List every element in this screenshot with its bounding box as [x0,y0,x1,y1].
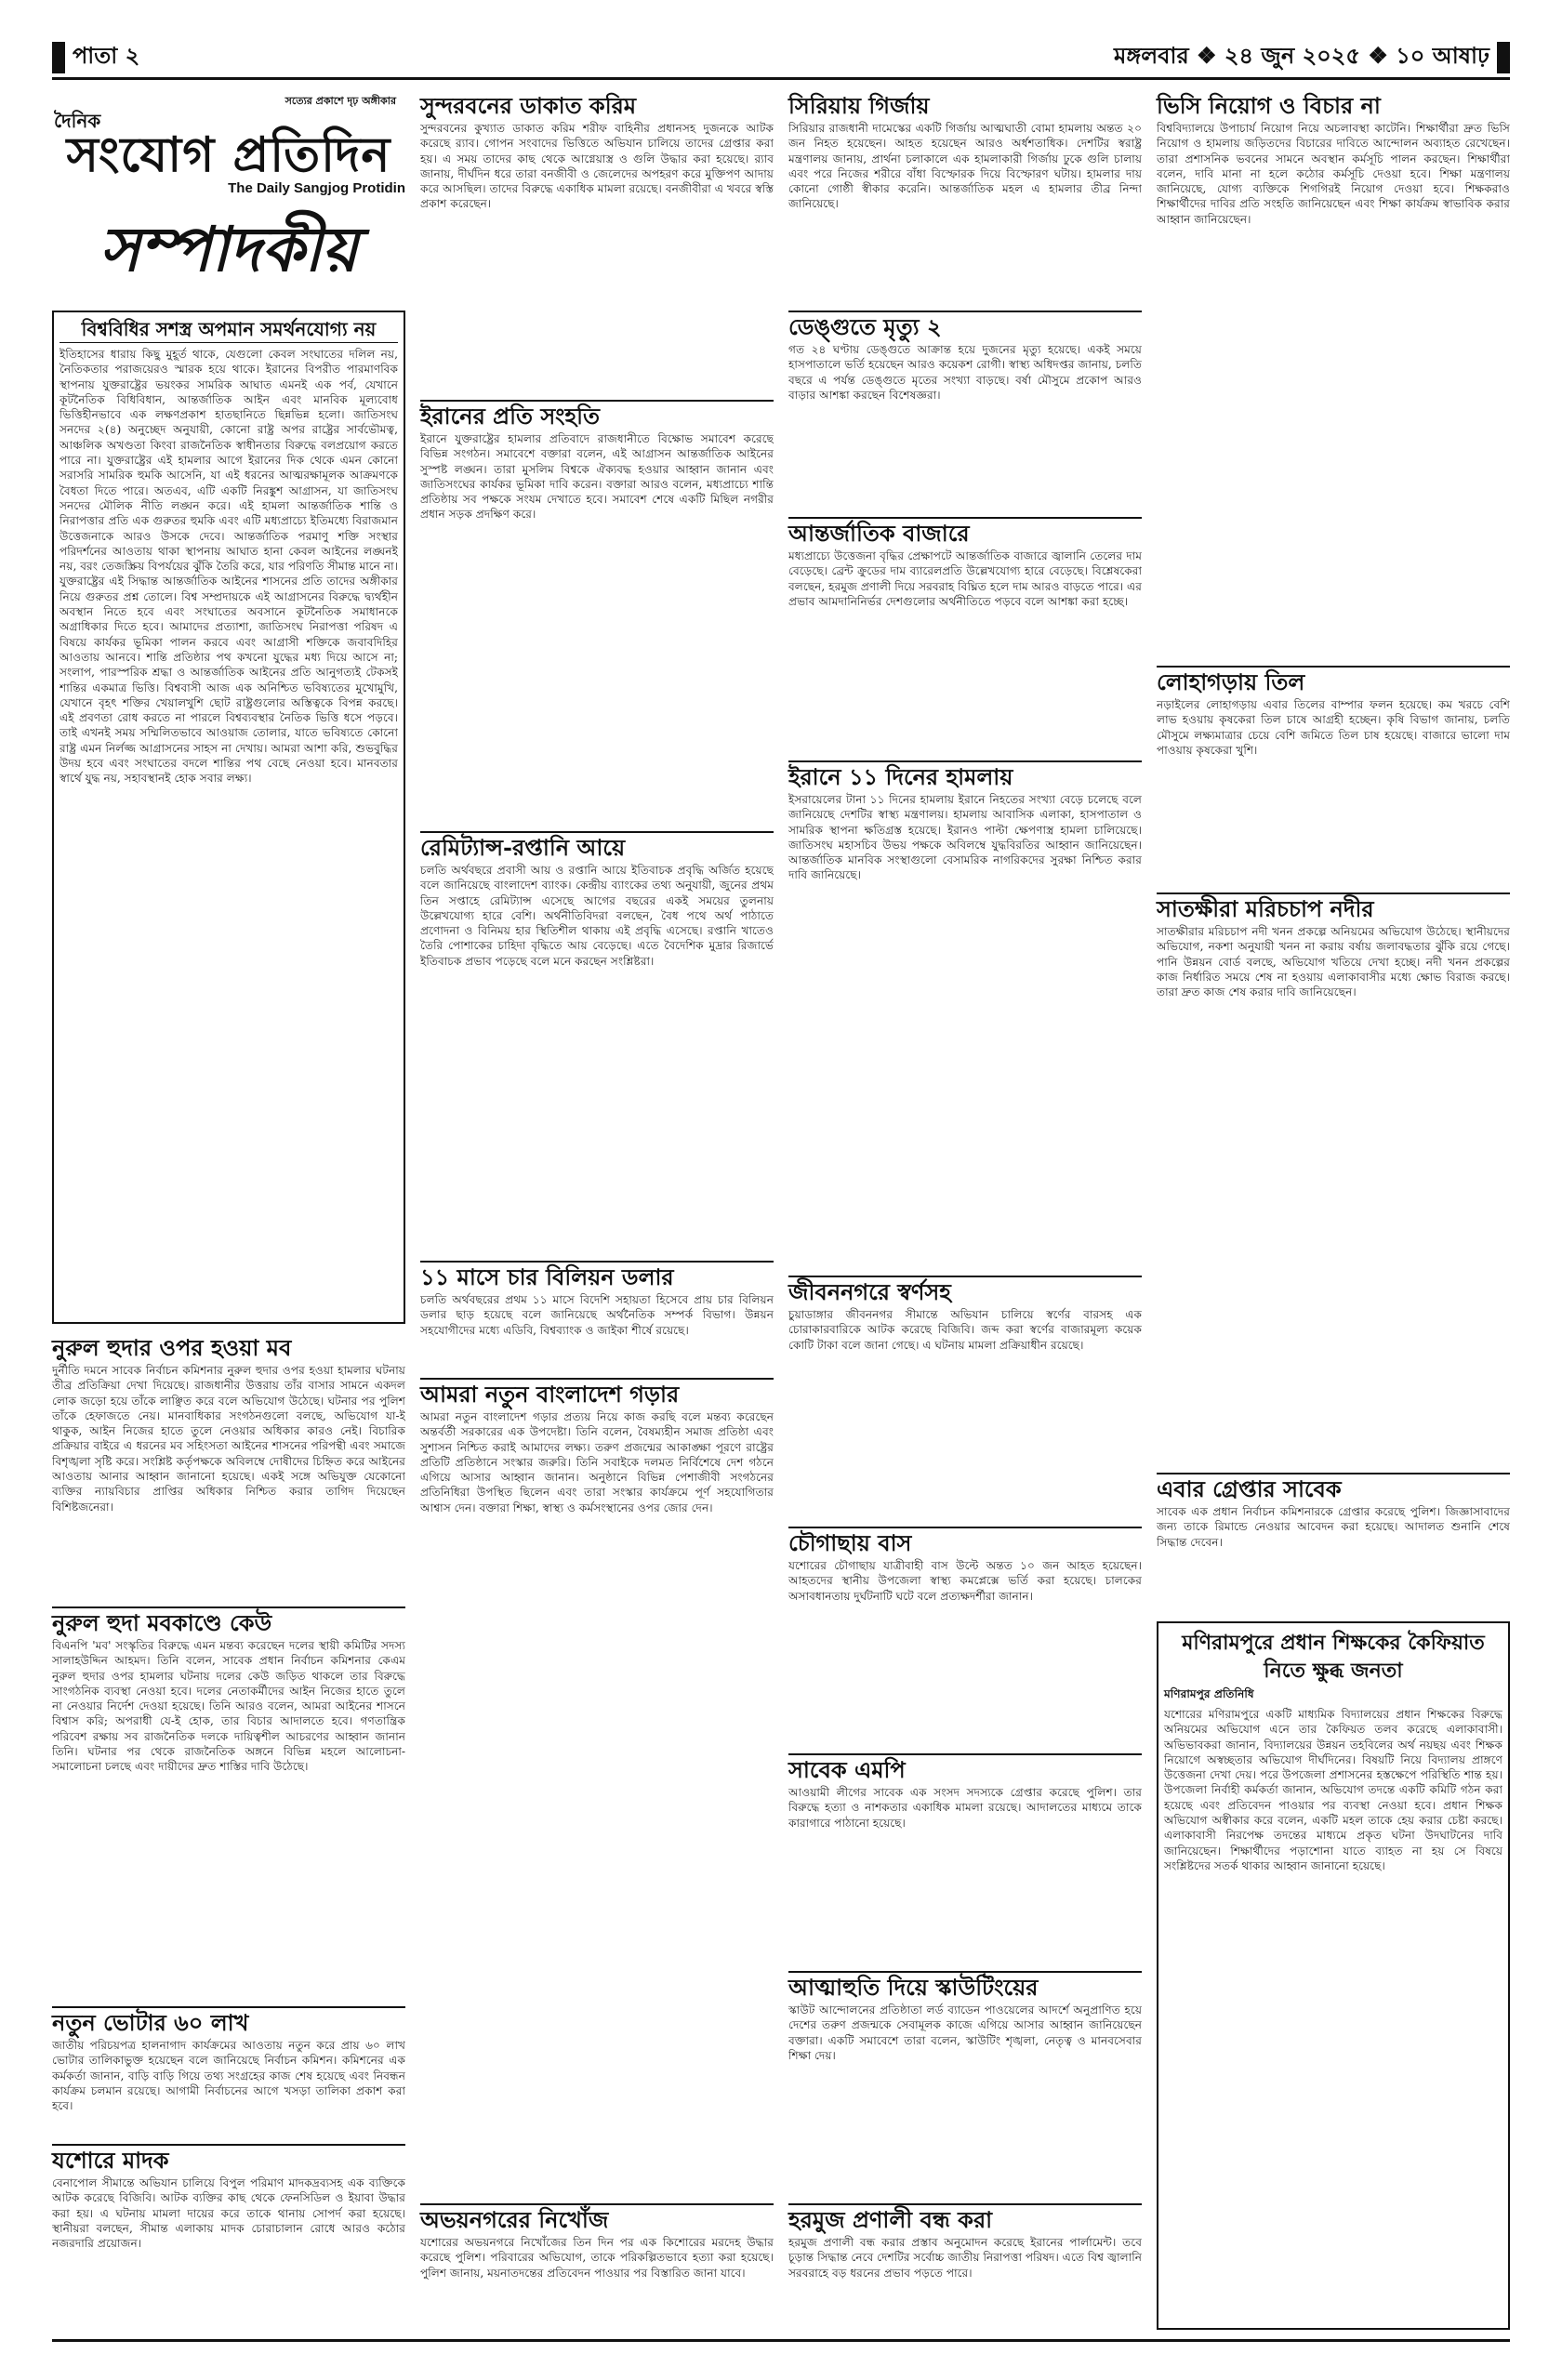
page-footer-rule [52,2339,1510,2342]
story-body: ইসরায়েলের টানা ১১ দিনের হামলায় ইরানে নিহতের সংখ্যা বেড়ে চলেছে বলে জানিয়েছে দেশটির স্বাস্থ্য মন্ত্রণালয়। হামলায় আবাসিক এলাকা, হাসপাতাল ও সামরিক স্থাপনা ক্ষতিগ্রস্ত হয়েছে। ইরানও পাল্টা ক্ষেপণাস্ত্র হামলা চালিয়েছে। জাতিসংঘ মহাসচিব উভয় পক্ষকে অবিলম্বে যুদ্ধবিরতির আহ্বান জানিয়েছেন। আন্তর্জাতিক মানবিক সংস্থাগুলো বেসামরিক নাগরিকদের সুরক্ষা নিশ্চিত করার দাবি জানিয়েছে। [788,793,1142,882]
story-title: যশোরে মাদক [52,2144,405,2175]
story-satkhira-river [1157,891,1510,1463]
page-number-marker-icon [52,42,65,73]
story-body: সিরিয়ার রাজধানী দামেস্কের একটি গির্জায় আত্মঘাতী বোমা হামলায় অন্তত ২০ জন নিহত হয়েছেন। আহত হয়েছেন আরও অর্ধশতাধিক। দেশটির স্বরাষ্ট্র মন্ত্রণালয় জানায়, প্রার্থনা চলাকালে এক হামলাকারী গির্জায় ঢুকে গুলি চালায় এবং পরে নিজের শরীরে বাঁধা বিস্ফোরক দিয়ে বিস্ফোরণ ঘটায়। হামলার দায় কোনো গোষ্ঠী স্বীকার করেনি। আন্তর্জাতিক মহল এ হামলার তীব্র নিন্দা জানিয়েছে। [788,122,1142,211]
story-iran-solidarity [420,398,774,822]
story-body: বিএনপি 'মব' সংস্কৃতির বিরুদ্ধে এমন মন্তব্য করেছেন দলের স্থায়ী কমিটির সদস্য সালাহউদ্দিন আহমদ। তিনি বলেন, সাবেক প্রধান নির্বাচন কমিশনার কেএম নুরুল হুদার ওপর হামলার ঘটনায় দলের কেউ জড়িত থাকলে তার বিরুদ্ধে সাংগঠনিক ব্যবস্থা নেওয়া হবে। দলের নেতাকর্মীদের আইন নিজের হাতে তুলে না নেওয়ার নির্দেশ দেওয়া হয়েছে। তিনি আরও বলেন, আমরা আইনের শাসনে বিশ্বাস করি; অপরাধী যে-ই হোক, তার বিচার আদালতে হবে। গণতান্ত্রিক পরিবেশ রক্ষায় সব রাজনৈতিক দলকে দায়িত্বশীল আচরণের আহ্বান জানান তিনি। ঘটনার পর থেকে রাজনৈতিক অঙ্গনে বিভিন্ন মহলে আলোচনা-সমালোচনা চলছে এবং দায়ীদের দ্রুত শাস্তির দাবি উঠেছে। [52,1639,405,1774]
story-body: বিশ্ববিদ্যালয়ে উপাচার্য নিয়োগ নিয়ে অচলাবস্থা কাটেনি। শিক্ষার্থীরা দ্রুত ভিসি নিয়োগ ও হামলায় জড়িতদের বিচারের দাবিতে আন্দোলন অব্যাহত রেখেছেন। তারা প্রশাসনিক ভবনের সামনে অবস্থান কর্মসূচি পালন করছেন। শিক্ষার্থীরা বলেন, দাবি মানা না হলে কঠোর কর্মসূচি দেওয়া হবে। শিক্ষা মন্ত্রণালয় জানিয়েছে, যোগ্য ব্যক্তিকে শিগগিরই নিয়োগ দেওয়া হবে। শিক্ষকরাও শিক্ষার্থীদের দাবির প্রতি সংহতি জানিয়েছেন এবং শিক্ষা কার্যক্রম স্বাভাবিক করার আহ্বান জানিয়েছেন। [1157,122,1510,226]
story-body: মধ্যপ্রাচ্যে উত্তেজনা বৃদ্ধির প্রেক্ষাপটে আন্তর্জাতিক বাজারে জ্বালানি তেলের দাম বেড়েছে। ব্রেন্ট ক্রুডের দাম ব্যারেলপ্রতি উল্লেখযোগ্য হারে বেড়েছে। বিশ্লেষকেরা বলছেন, হরমুজ প্রণালী দিয়ে সরবরাহ বিঘ্নিত হলে দাম আরও বাড়তে পারে। এর প্রভাব আমদানিনির্ভর দেশগুলোর অর্থনীতিতে পড়বে বলে আশঙ্কা করা হচ্ছে। [788,549,1142,608]
story-title: আমরা নতুন বাংলাদেশ গড়ার [420,1378,774,1409]
story-body: গত ২৪ ঘণ্টায় ডেঙ্গুতে আক্রান্ত হয়ে দুজনের মৃত্যু হয়েছে। একই সময়ে হাসপাতালে ভর্তি হয়েছেন আরও কয়েকশ রোগী। স্বাস্থ্য অধিদপ্তর জানায়, চলতি বছরে এ পর্যন্ত ডেঙ্গুতে মৃতের সংখ্যা বাড়ছে। বর্ষা মৌসুমে প্রকোপ আরও বাড়ার আশঙ্কা করছেন বিশেষজ্ঞরা। [788,343,1142,402]
story-syria-church [788,89,1142,301]
story-former-mp [788,1752,1142,1962]
story-body: হরমুজ প্রণালী বন্ধ করার প্রস্তাব অনুমোদন করেছে ইরানের পার্লামেন্ট। তবে চূড়ান্ত সিদ্ধান্ত নেবে দেশটির সর্বোচ্চ জাতীয় নিরাপত্তা পরিষদ। এতে বিশ্ব জ্বালানি সরবরাহে বড় ধরনের প্রভাব পড়তে পারে। [788,2236,1142,2280]
story-body: যশোরের অভয়নগরে নিখোঁজের তিন দিন পর এক কিশোরের মরদেহ উদ্ধার করেছে পুলিশ। পরিবারের অভিযোগ, তাকে পরিকল্পিতভাবে হত্যা করা হয়েছে। পুলিশ জানায়, ময়নাতদন্তের প্রতিবেদন পাওয়ার পর বিস্তারিত জানা যাবে। [420,2236,774,2280]
story-title: জীবননগরে স্বর্ণসহ [788,1276,1142,1307]
story-body: যশোরের চৌগাছায় যাত্রীবাহী বাস উল্টে অন্তত ১০ জন আহত হয়েছেন। আহতদের স্থানীয় উপজেলা স্বাস্থ্য কমপ্লেক্সে ভর্তি করা হয়েছে। চালকের অসাবধানতায় দুর্ঘটনাটি ঘটে বলে প্রত্যক্ষদর্শীরা জানান। [788,1559,1142,1603]
story-nurul-huda-mob [52,1331,405,1595]
story-body: ইরানে যুক্তরাষ্ট্রের হামলার প্রতিবাদে রাজধানীতে বিক্ষোভ সমাবেশ করেছে বিভিন্ন সংগঠন। সমাবেশে বক্তারা বলেন, এই আগ্রাসন আন্তর্জাতিক আইনের সুস্পষ্ট লঙ্ঘন। তারা মুসলিম বিশ্বকে ঐক্যবদ্ধ হওয়ার আহ্বান জানান এবং জাতিসংঘের কার্যকর ভূমিকা দাবি করেন। বক্তারা আরও বলেন, মধ্যপ্রাচ্যে শান্তি প্রতিষ্ঠায় সব পক্ষকে সংযম দেখাতে হবে। সমাবেশ শেষে একটি মিছিল নগরীর প্রধান সড়ক প্রদক্ষিণ করে। [420,432,774,522]
story-new-voters [52,2004,405,2136]
story-new-bangladesh [420,1376,774,2194]
story-scouting [788,1969,1142,2194]
story-international-market [788,515,1142,753]
story-chougachha-bus [788,1525,1142,1744]
story-title: সুন্দরবনের ডাকাত করিম [420,92,637,119]
column-2 [420,89,774,2330]
story-abhaynagar-missing [420,2202,774,2328]
story-body: আওয়ামী লীগের সাবেক এক সংসদ সদস্যকে গ্রেপ্তার করেছে পুলিশ। তার বিরুদ্ধে হত্যা ও নাশকতার একাধিক মামলা রয়েছে। আদালতের মাধ্যমে তাকে কারাগারে পাঠানো হয়েছে। [788,1786,1142,1830]
page-header-bar [52,35,1510,80]
story-title: মণিরামপুরে প্রধান শিক্ষকের কৈফিয়াত নিতে ক্ষুব্ধ জনতা [1182,1631,1485,1683]
editorial-box [52,311,405,1324]
story-title: নতুন ভোটার ৬০ লাখ [52,2006,405,2038]
story-body: বেনাপোল সীমান্তে অভিযান চালিয়ে বিপুল পরিমাণ মাদকদ্রব্যসহ এক ব্যক্তিকে আটক করেছে বিজিবি। আটক ব্যক্তির কাছ থেকে ফেনসিডিল ও ইয়াবা উদ্ধার করা হয়। এ ঘটনায় মামলা দায়ের করে তাকে থানায় সোপর্দ করা হয়েছে। স্থানীয়রা বলছেন, সীমান্ত এলাকায় মাদক চোরাচালান রোধে আরও কঠোর নজরদারি প্রয়োজন। [52,2176,405,2251]
column-3 [788,89,1142,2330]
story-title: ইরানের প্রতি সংহতি [420,400,774,431]
story-body: চলতি অর্থবছরের প্রথম ১১ মাসে বিদেশি সহায়তা হিসেবে প্রায় চার বিলিয়ন ডলার ছাড় হয়েছে বলে জানিয়েছে অর্থনৈতিক সম্পর্ক বিভাগ। উন্নয়ন সহযোগীদের মধ্যে এডিবি, বিশ্বব্যাংক ও জাইকা শীর্ষে রয়েছে। [420,1293,774,1337]
story-title: নুরুল হুদা মবকাণ্ডে কেউ [52,1606,405,1638]
story-title: রেমিট্যান্স-রপ্তানি আয়ে [420,831,774,863]
story-remittance-export [420,829,774,1251]
masthead-tagline: সত্যের প্রকাশে দৃঢ় অঙ্গীকার [285,95,396,107]
story-title: আন্তর্জাতিক বাজারে [788,517,1142,549]
story-body: যশোরের মণিরামপুরে একটি মাধ্যমিক বিদ্যালয়ের প্রধান শিক্ষকের বিরুদ্ধে অনিয়মের অভিযোগ এনে তার কৈফিয়ত তলব করেছে এলাকাবাসী। অভিভাবকরা জানান, বিদ্যালয়ের উন্নয়ন তহবিলের অর্থ নয়ছয় এবং শিক্ষক নিয়োগে অস্বচ্ছতার অভিযোগ দীর্ঘদিনের। বিষয়টি নিয়ে বিদ্যালয় প্রাঙ্গণে উত্তেজনা দেখা দেয়। পরে উপজেলা প্রশাসনের হস্তক্ষেপে পরিস্থিতি শান্ত হয়। উপজেলা নির্বাহী কর্মকর্তা জানান, অভিযোগ তদন্তে একটি কমিটি গঠন করা হয়েছে এবং প্রতিবেদন পাওয়ার পর ব্যবস্থা নেওয়া হবে। প্রধান শিক্ষক অভিযোগ অস্বীকার করে বলেন, একটি মহল তাকে হেয় করার চেষ্টা করছে। এলাকাবাসী নিরপেক্ষ তদন্তের মাধ্যমে প্রকৃত ঘটনা উদঘাটনের দাবি জানিয়েছেন। শিক্ষার্থীদের পড়াশোনা যাতে ব্যাহত না হয় সে বিষয়ে সংশ্লিষ্টদের সতর্ক থাকার আহ্বান জানানো হয়েছে। [1164,1708,1502,1872]
story-vc-appointment [1157,89,1510,654]
story-body: জাতীয় পরিচয়পত্র হালনাগাদ কার্যক্রমের আওতায় নতুন করে প্রায় ৬০ লাখ ভোটার তালিকাভুক্ত হয়েছেন বলে জানিয়েছে নির্বাচন কমিশন। কমিশনের এক কর্মকর্তা জানান, বাড়ি বাড়ি গিয়ে তথ্য সংগ্রহের কাজ শেষ হয়েছে এবং নিবন্ধন কার্যক্রম চলমান রয়েছে। আগামী নির্বাচনের আগে খসড়া তালিকা প্রকাশ করা হবে। [52,2039,405,2113]
story-title: এবার গ্রেপ্তার সাবেক [1157,1473,1510,1504]
story-title: হরমুজ প্রণালী বন্ধ করা [788,2203,1142,2235]
story-title: সাবেক এমপি [788,1753,1142,1785]
story-nurul-huda-mobkando [52,1605,405,2001]
masthead-name: সংযোগ প্রতিদিন [66,126,391,183]
story-title: আত্মাহুতি দিয়ে স্কাউটিংয়ের [788,1971,1142,2003]
editorial-title: বিশ্ববিধির সশস্ত্র অপমান সমর্থনযোগ্য নয় [60,316,398,343]
story-title: লোহাগড়ায় তিল [1157,666,1510,697]
story-body: স্কাউট আন্দোলনের প্রতিষ্ঠাতা লর্ড ব্যাডেন পাওয়েলের আদর্শে অনুপ্রাণিত হয়ে দেশের তরুণ প্রজন্মকে সেবামূলক কাজে এগিয়ে আসার আহ্বান জানিয়েছেন বক্তারা। একটি সমাবেশে তারা বলেন, স্কাউটিং শৃঙ্খলা, নেতৃত্ব ও মানবসেবার শিক্ষা দেয়। [788,2003,1142,2062]
story-body: চুয়াডাঙ্গার জীবননগর সীমান্তে অভিযান চালিয়ে স্বর্ণের বারসহ এক চোরাকারবারিকে আটক করেছে বিজিবি। জব্দ করা স্বর্ণের বাজারমূল্য কয়েক কোটি টাকা বলে জানা গেছে। এ ঘটনায় মামলা প্রক্রিয়াধীন রয়েছে। [788,1308,1142,1352]
masthead-english: The Daily Sangjog Protidin [228,180,405,196]
story-title: সাতক্ষীরা মরিচচাপ নদীর [1157,892,1510,924]
dateline-marker-icon [1497,42,1510,73]
story-four-billion [420,1259,774,1368]
story-body: সাবেক এক প্রধান নির্বাচন কমিশনারকে গ্রেপ্তার করেছে পুলিশ। জিজ্ঞাসাবাদের জন্য তাকে রিমান্ডে নেওয়ার আবেদন করা হয়েছে। আদালত শুনানি শেষে সিদ্ধান্ত দেবেন। [1157,1505,1510,1549]
story-sundarbans-robber [420,89,774,390]
story-dengue-death [788,309,1142,509]
story-body: চলতি অর্থবছরে প্রবাসী আয় ও রপ্তানি আয়ে ইতিবাচক প্রবৃদ্ধি অর্জিত হয়েছে বলে জানিয়েছে বাংলাদেশ ব্যাংক। কেন্দ্রীয় ব্যাংকের তথ্য অনুযায়ী, জুনের প্রথম তিন সপ্তাহে রেমিট্যান্স এসেছে আগের বছরের একই সময়ের তুলনায় উল্লেখযোগ্য হারে বেশি। অর্থনীতিবিদরা বলছেন, বৈধ পথে অর্থ পাঠাতে প্রণোদনা ও বিনিময় হার স্থিতিশীল থাকায় এই প্রবৃদ্ধি এসেছে। রপ্তানি খাতেও তৈরি পোশাকের চাহিদা বৃদ্ধিতে আয় বেড়েছে। এতে বৈদেশিক মুদ্রার রিজার্ভে ইতিবাচক প্রভাব পড়েছে বলে মনে করছেন সংশ্লিষ্টরা। [420,864,774,968]
column-1 [52,89,405,2330]
story-jibannagar-gold [788,1274,1142,1517]
story-jessore-drugs [52,2142,405,2358]
story-title: ডেঙ্গুতে মৃত্যু ২ [788,311,1142,342]
story-iran-11-days [788,759,1142,1266]
story-title: ভিসি নিয়োগ ও বিচার না [1157,92,1381,119]
story-title: ইরানে ১১ দিনের হামলায় [788,760,1142,792]
story-body: দুর্নীতি দমনে সাবেক নির্বাচন কমিশনার নুরুল হুদার ওপর হওয়া হামলার ঘটনায় তীব্র প্রতিক্রিয়া দেখা দিয়েছে। রাজধানীর উত্তরায় তাঁর বাসার সামনে একদল লোক জড়ো হয়ে তাঁকে লাঞ্ছিত করে বলে অভিযোগ উঠেছে। ঘটনার পর পুলিশ তাঁকে হেফাজতে নেয়। মানবাধিকার সংগঠনগুলো বলছে, অভিযোগ যা-ই থাকুক, আইন নিজের হাতে তুলে নেওয়ার অধিকার কারও নেই। বিচারিক প্রক্রিয়ার বাইরে এ ধরনের মব সহিংসতা আইনের শাসনের পরিপন্থী এবং সমাজে বিশৃঙ্খলা সৃষ্টি করে। সংশ্লিষ্ট কর্তৃপক্ষকে অবিলম্বে দোষীদের চিহ্নিত করে আইনের আওতায় আনার আহ্বান জানানো হয়েছে। একই সঙ্গে অভিযুক্ত যেকোনো ব্যক্তির ন্যায়বিচার প্রাপ্তির অধিকার নিশ্চিত করার তাগিদ দিয়েছেন বিশিষ্টজনেরা। [52,1364,405,1514]
story-hormuz [788,2202,1142,2328]
masthead-daily: দৈনিক [54,110,101,132]
story-title: ১১ মাসে চার বিলিয়ন ডলার [420,1261,774,1292]
page-number-label: পাতা ২ [73,42,140,69]
story-title: চৌগাছায় বাস [788,1527,1142,1558]
story-title: সিরিয়ায় গির্জায় [788,92,930,119]
editorial-body: ইতিহাসের ধারায় কিছু মুহূর্ত থাকে, যেগুলো কেবল সংঘাতের দলিল নয়, নৈতিকতার পরাজয়েরও স্মারক হয়ে থাকে। ইরানের বিপরীত পারমাণবিক স্থাপনায় যুক্তরাষ্ট্রের ভয়ংকর সামরিক আঘাত এমনই এক পর্ব, যেখানে কূটনৈতিক বিধিবিধান, আন্তর্জাতিক আইন এবং মানবিক মূল্যবোধ ভিত্তিহীনভাবে এক লক্ষণপ্রকাশ হাতছানিতে ছিন্নভিন্ন হলো। জাতিসংঘ সনদের ২(৪) অনুচ্ছেদ অনুযায়ী, কোনো রাষ্ট্র অপর রাষ্ট্রের সার্বভৌমত্ব, আঞ্চলিক অখণ্ডতা কিংবা রাজনৈতিক স্বাধীনতার বিরুদ্ধে বলপ্রয়োগ করতে পারে না। যুক্তরাষ্ট্রের এই হামলার আগে ইরানের দিক থেকে এমন কোনো সরাসরি সামরিক হুমকি আসেনি, যা এই ধরনের আত্মরক্ষামূলক আক্রমণকে বৈধতা দিতে পারে। অতএব, এটি একটি নিরঙ্কুশ আগ্রাসন, যা জাতিসংঘ সনদের মৌলিক নীতি লঙ্ঘন করে। এই হামলা আন্তর্জাতিক শান্তি ও নিরাপত্তার প্রতি এক গুরুতর হুমকি এবং এটি মধ্যপ্রাচ্যে ইতিমধ্যে বিরাজমান উত্তেজনাকে আরও উসকে দেবে। আন্তর্জাতিক পরমাণু শক্তি সংস্থার পরিদর্শনের আওতায় থাকা স্থাপনায় আঘাত হানা কেবল আইনের লঙ্ঘনই নয়, বরং তেজস্ক্রিয় বিপর্যয়ের ঝুঁকি তৈরি করে, যার পরিণতি সীমান্ত মানে না। যুক্তরাষ্ট্রের এই সিদ্ধান্ত আন্তর্জাতিক আইনের শাসনের প্রতি তাদের অঙ্গীকার নিয়ে গুরুতর প্রশ্ন তোলে। বিশ্ব সম্প্রদায়কে এই আগ্রাসনের বিরুদ্ধে দ্ব্যর্থহীন অবস্থান নিতে হবে এবং সংঘাতের অবসানে কূটনৈতিক সমাধানকে অগ্রাধিকার দিতে হবে। আমাদের প্রত্যাশা, জাতিসংঘ নিরাপত্তা পরিষদ এ বিষয়ে কার্যকর ভূমিকা পালন করবে এবং আগ্রাসী শক্তিকে জবাবদিহির আওতায় আনবে। শান্তি প্রতিষ্ঠার পথ কখনো যুদ্ধের মধ্য দিয়ে আসে না; সংলাপ, পারস্পরিক শ্রদ্ধা ও আন্তর্জাতিক আইনের প্রতি আনুগত্যই টেকসই শান্তির একমাত্র ভিত্তি। বিশ্ববাসী আজ এক অনিশ্চিত ভবিষ্যতের মুখোমুখি, যেখানে বৃহৎ শক্তির খেয়ালখুশি ছোট রাষ্ট্রগুলোর অস্তিত্বকে বিপন্ন করছে। এই প্রবণতা রোধ করতে না পারলে বিশ্বব্যবস্থার নৈতিক ভিত্তি ধসে পড়বে। তাই এখনই সময় সম্মিলিতভাবে আওয়াজ তোলার, যাতে ভবিষ্যতে কোনো রাষ্ট্র এমন নির্লজ্জ আগ্রাসনের সাহস না দেখায়। আমরা আশা করি, শুভবুদ্ধির উদয় হবে এবং সংঘাতের বদলে শান্তির পথ বেছে নেওয়া হবে। মানবতার স্বার্থে যুদ্ধ নয়, সহাবস্থানই হোক সবার লক্ষ্য। [60,348,398,786]
newspaper-page [52,35,1510,2350]
dateline [1114,39,1510,76]
story-title: অভয়নগরের নিখোঁজ [420,2203,774,2235]
story-arrest-former [1157,1471,1510,1614]
page-number [52,39,139,76]
story-body: সুন্দরবনের কুখ্যাত ডাকাত করিম শরীফ বাহিনীর প্রধানসহ দুজনকে আটক করেছে র‌্যাব। গোপন সংবাদের ভিত্তিতে অভিযান চালিয়ে তাদের গ্রেপ্তার করা হয়। এ সময় তাদের কাছ থেকে আগ্নেয়াস্ত্র ও গুলি উদ্ধার করা হয়েছে। র‌্যাব জানায়, দীর্ঘদিন ধরে তারা বনজীবী ও জেলেদের অপহরণ করে মুক্তিপণ আদায় করে আসছিল। তাদের বিরুদ্ধে একাধিক মামলা রয়েছে। বনজীবীরা এ খবরে স্বস্তি প্রকাশ করেছেন। [420,122,774,211]
story-body: সাতক্ষীরার মরিচচাপ নদী খনন প্রকল্পে অনিয়মের অভিযোগ উঠেছে। স্থানীয়দের অভিযোগ, নকশা অনুযায়ী খনন না করায় বর্ষায় জলাবদ্ধতার ঝুঁকি রয়ে গেছে। পানি উন্নয়ন বোর্ড বলছে, অভিযোগ খতিয়ে দেখা হচ্ছে। নদী খনন প্রকল্পের কাজ নির্ধারিত সময়ে শেষ না হওয়ায় এলাকাবাসীর মধ্যে ক্ষোভ বিরাজ করছে। তারা দ্রুত কাজ শেষ করার দাবি জানিয়েছেন। [1157,925,1510,999]
story-title: নুরুল হুদার ওপর হওয়া মব [52,1334,292,1361]
dateline-text: মঙ্গলবার ❖ ২৪ জুন ২০২৫ ❖ ১০ আষাঢ় [1114,42,1489,69]
story-monirampur-headmaster [1157,1621,1510,2330]
story-byline: মণিরামপুর প্রতিনিধি [1164,1687,1254,1700]
story-body: নড়াইলের লোহাগড়ায় এবার তিলের বাম্পার ফলন হয়েছে। কম খরচে বেশি লাভ হওয়ায় কৃষকেরা তিল চাষে আগ্রহী হচ্ছেন। কৃষি বিভাগ জানায়, চলতি মৌসুমে লক্ষ্যমাত্রার চেয়ে বেশি জমিতে তিল চাষ হয়েছে। বাজারে ভালো দাম পাওয়ায় কৃষকেরা খুশি। [1157,698,1510,757]
editorial-label: সম্পাদকীয় [99,213,358,285]
editorial-banner [52,203,405,305]
story-body: আমরা নতুন বাংলাদেশ গড়ার প্রত্যয় নিয়ে কাজ করছি বলে মন্তব্য করেছেন অন্তর্বর্তী সরকারের এক উপদেষ্টা। তিনি বলেন, বৈষম্যহীন সমাজ প্রতিষ্ঠা এবং সুশাসন নিশ্চিত করাই আমাদের লক্ষ্য। তরুণ প্রজন্মের আকাঙ্ক্ষা পূরণে রাষ্ট্রের প্রতিটি প্রতিষ্ঠানে সংস্কার জরুরি। তিনি সবাইকে দলমত নির্বিশেষে দেশ গঠনে এগিয়ে আসার আহ্বান জানান। অনুষ্ঠানে বিভিন্ন পেশাজীবী সংগঠনের প্রতিনিধিরা উপস্থিত ছিলেন এবং তারা সংস্কার কার্যক্রমে পূর্ণ সহযোগিতার আশ্বাস দেন। বক্তারা শিক্ষা, স্বাস্থ্য ও কর্মসংস্থানের ওপর জোর দেন। [420,1410,774,1514]
story-lohagara-sesame [1157,664,1510,883]
column-4 [1157,89,1510,2330]
